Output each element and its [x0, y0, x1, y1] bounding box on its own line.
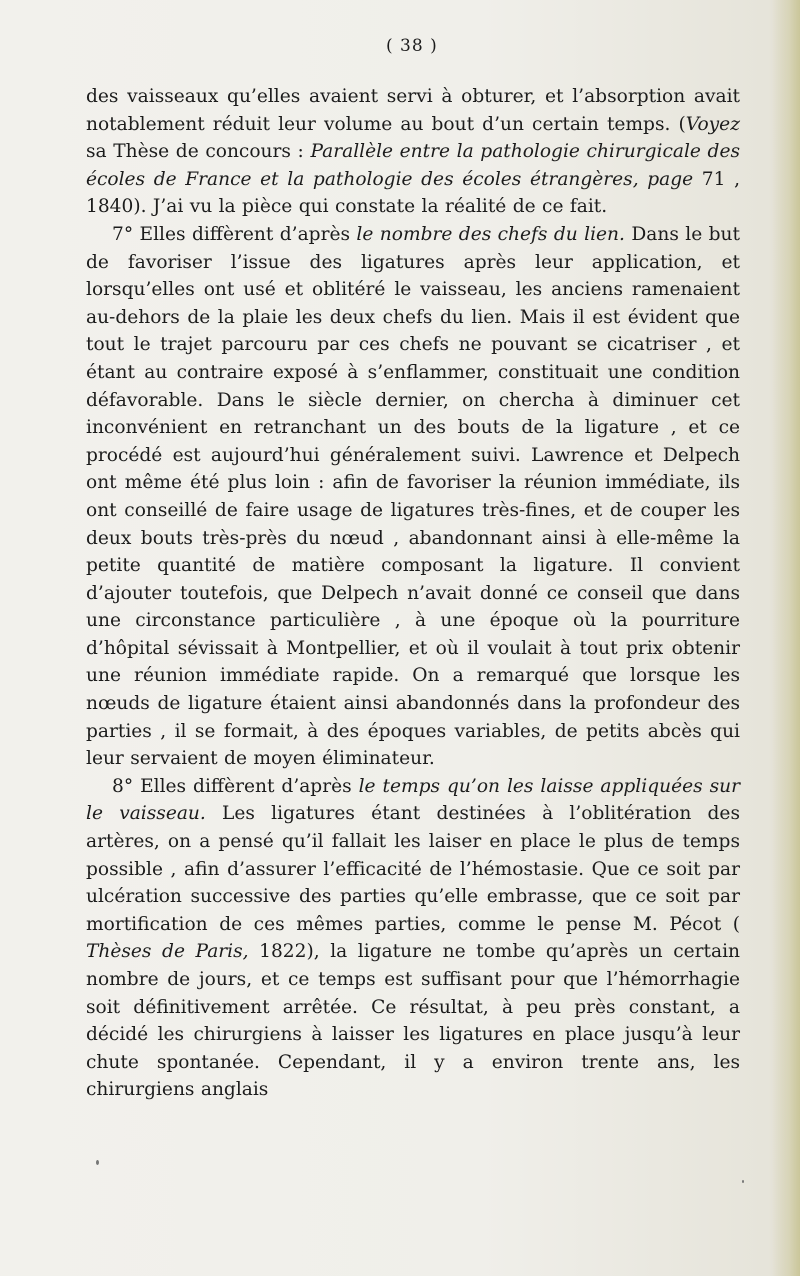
text-run: 8° Elles diffèrent d’après — [112, 775, 359, 797]
text-run: Les ligatures étant destinées à l’oblitération des artères, on a pensé qu’il fallait les laiser en place le plus de temps possible , afin d’assurer l’efficacité de l’hémostasie. Que ce soit par ulcération successive des parties qu’elle embrasse, que ce soit par mortification de ces mêmes parties, comme le pense M. Pécot ( — [86, 803, 740, 935]
italic-text: le nombre des chefs du lien. — [356, 223, 625, 245]
text-run: 1822), la ligature ne tombe qu’après un certain nombre de jours, et ce temps est suffisant pour que l’hémorrhagie soit définitivement arrêtée. Ce résultat, à peu près constant, a décidé les chirurgiens à laisser les ligatures en place jusqu’à leur chute spontanée. Cependant, il y a environ trente ans, les chirurgiens anglais — [86, 941, 741, 1101]
italic-text: le temps qu’on les laisse appliquées sur le vaisseau. — [86, 775, 740, 825]
italic-text: Voyez — [685, 113, 740, 135]
text-run: 71 , 1840). J’ai vu la pièce qui constate la réalité de ce fait. — [86, 168, 740, 218]
paper-speck — [742, 1180, 744, 1183]
italic-text: Thèses de Paris, — [86, 941, 249, 963]
paper-speck — [96, 1160, 99, 1165]
page-edge-stain — [772, 0, 800, 1276]
text-run: sa Thèse de concours : — [86, 141, 311, 163]
paragraph-7-chefs-du-lien — [86, 221, 740, 773]
text-run: 7° Elles diffèrent d’après — [112, 223, 357, 245]
page-number: ( 38 ) — [386, 36, 438, 56]
text-run: des vaisseaux qu’elles avaient servi à obturer, et l’absorption avait notablement réduit leur volume au bout d’un certain temps. ( — [86, 86, 740, 135]
italic-text: Parallèle entre la pathologie chirurgicale des écoles de France et la pathologie des écoles étrangères, page — [86, 141, 740, 190]
body-text — [86, 83, 740, 1104]
paragraph-continuation — [86, 83, 740, 221]
text-run: Dans le but de favoriser l’issue des ligatures après leur application, et lorsqu’elles ont usé et oblitéré le vaisseau, les anciens ramenaient au-dehors de la plaie les deux chefs du lien. Mais il est évident que tout le trajet parcouru par ces chefs ne pouvant se cicatriser , et étant au contraire exposé à s’enflammer, constituait une condition défavorable. Dans le siècle dernier, on chercha à diminuer cet inconvénient en retranchant un des bouts de la ligature , et ce procédé est aujourd’hui généralement suivi. Lawrence et Delpech ont même été plus loin : afin de favoriser la réunion immédiate, ils ont conseillé de faire usage de ligatures très-fines, et de couper les deux bouts très-près du nœud , abandonnant ainsi à elle-même la petite quantité de matière composant la ligature. Il convient d’ajouter toutefois, que Delpech n’avait donné ce conseil que dans une circonstance particulière , à une époque où la pourriture d’hôpital sévissait à Montpellier, et où il voulait à tout prix obtenir une réunion immédiate rapide. On a remarqué que lorsque les nœuds de ligature étaient ainsi abandonnés dans la profondeur des parties , il se formait, à des époques variables, de petits abcès qui leur servaient de moyen éliminateur. — [86, 223, 740, 770]
paragraph-8-temps-application — [86, 773, 740, 1104]
